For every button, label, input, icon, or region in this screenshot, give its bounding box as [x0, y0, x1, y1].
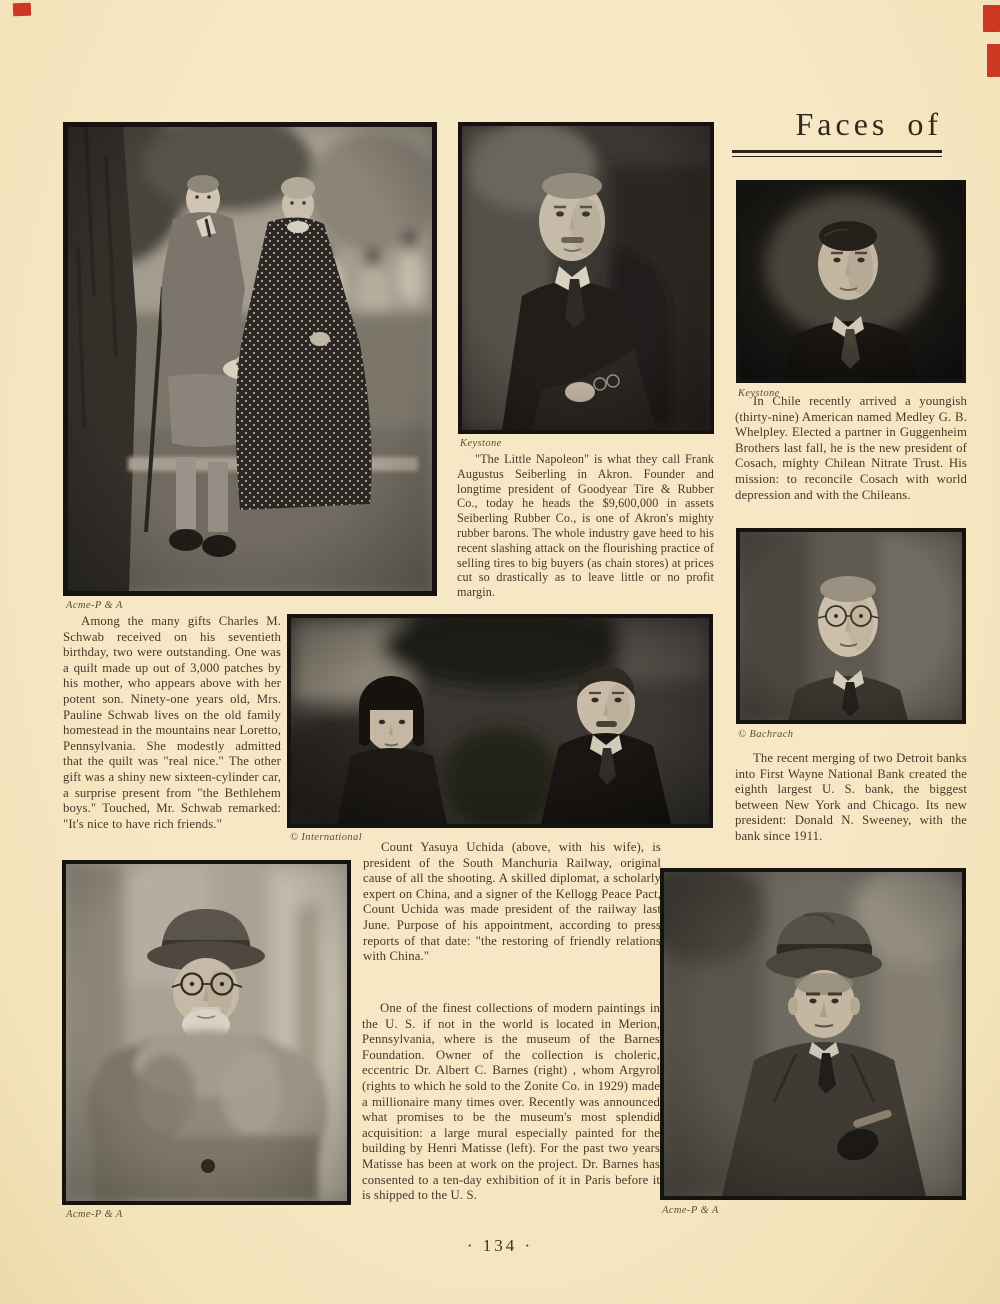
- red-corner-mark: [13, 3, 31, 17]
- red-corner-mark: [987, 44, 1000, 77]
- matisse-photo: [62, 860, 351, 1205]
- barnes-article-text: One of the finest collections of modern paintings in the U. S. if not in the world is located in Merion, Pennsylvania, where is the museum of the Barnes Foundation. Owner of the collection is choleric, eccentric Dr. Albert C. Barnes (right) , whom Argyrol (rights to which he sold to the Zonite Co. in 1929) made a millionaire many times over. Recently was announced what promises to be the museum's most splendid acquisition: a large mural especially painted for the building by Henri Matisse (left). For the past two years Matisse has been at work on the project. Dr. Barnes has consented to a ten-day exhibition of it in Paris before it is shipped to the U. S.: [362, 1001, 660, 1203]
- header-rule-thin: [732, 156, 942, 157]
- page-title: Faces of: [795, 106, 942, 142]
- barnes-photo: [660, 868, 966, 1200]
- whelpley-article-text: In Chile recently arrived a youngish (thirty-nine) American named Medley G. B. Whelpley. Elected a partner in Guggenheim Brothers last fall, he is the new president of Cosach, mighty Chilean Nitrate Trust. His mission: to reconcile Cosach with world depression and with the Chileans.: [735, 394, 967, 502]
- page-number: · 134 ·: [466, 1236, 534, 1255]
- header-rule-thick: [732, 150, 942, 153]
- seiberling-photo: [458, 122, 714, 434]
- sweeney-photo-image: [740, 532, 962, 720]
- schwab-photo: [63, 122, 437, 596]
- red-corner-mark: [983, 5, 1000, 32]
- sweeney-photo-credit: © Bachrach: [738, 729, 794, 740]
- seiberling-article-text: "The Little Napoleon" is what they call Frank Augustus Seiberling in Akron. Founder and longtime president of Goodyear Tire & Rubber Co., today he heads the $9,600,000 in assets Seiberling Rubber Co., is one of Akron's mighty rubber barons. The whole industry gave heed to his recent slashing attack on the flourishing practice of selling tires to big buyers (as chain stores) at prices cut so drastically as to leave little or no profit margin.: [457, 452, 714, 600]
- sweeney-article-text: The recent merging of two Detroit banks into First Wayne National Bank created the eighth largest U. S. bank, the biggest between New York and Chicago. Its new president: Donald N. Sweeney, with the bank since 1911.: [735, 751, 967, 843]
- sweeney-photo: [736, 528, 966, 724]
- matisse-photo-image: [66, 864, 347, 1201]
- matisse-photo-credit: Acme-P & A: [66, 1209, 123, 1220]
- uchida-photo-image: [291, 618, 709, 824]
- schwab-article-text: Among the many gifts Charles M. Schwab received on his seventieth birthday, two were outstanding. One was a quilt made up out of 3,000 patches by his mother, who appears above with her potent son. Ninety-one years old, Mrs. Pauline Schwab lives on the old family homestead in the mountains near Loretto, Pennsylvania. She modestly admitted that the quilt was "real nice." The other gift was a shiny new sixteen-cylinder car, a surprise present from "the Bethlehem boys." Touched, Mr. Schwab remarked: "It's nice to have rich friends.": [63, 614, 281, 831]
- seiberling-photo-image: [462, 126, 710, 430]
- uchida-photo-credit: © International: [290, 832, 363, 843]
- seiberling-photo-credit: Keystone: [460, 438, 502, 449]
- schwab-photo-image: [68, 127, 432, 591]
- barnes-photo-image: [664, 872, 962, 1196]
- whelpley-photo-credit: Keystone: [738, 388, 780, 399]
- schwab-photo-credit: Acme-P & A: [66, 600, 123, 611]
- uchida-article-text: Count Yasuya Uchida (above, with his wife), is president of the South Manchuria Railway, original cause of all the shooting. A skilled diplomat, a scholarly expert on China, and a signer of the Kellogg Peace Pact, Count Uchida was made president of the railway last June. Purpose of his appointment, according to press reports of that date: "the restoring of friendly relations with China.": [363, 840, 661, 964]
- whelpley-photo-image: [740, 184, 962, 379]
- barnes-photo-credit: Acme-P & A: [662, 1205, 719, 1216]
- whelpley-photo: [736, 180, 966, 383]
- uchida-photo: [287, 614, 713, 828]
